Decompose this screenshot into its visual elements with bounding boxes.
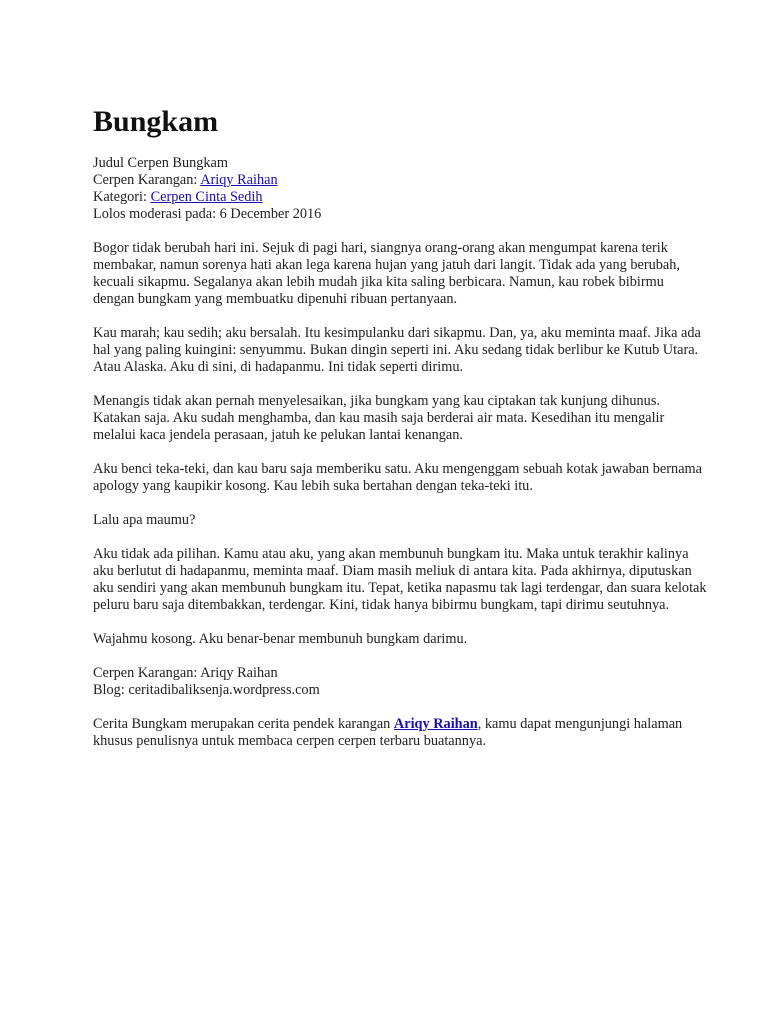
story-paragraph: Bogor tidak berubah hari ini. Sejuk di pagi hari, siangnya orang-orang akan mengumpat karena terik membakar, namun sorenya hati akan lega karena hujan yang jatuh dari langit. Tidak ada yang berubah, kecuali sikapmu. Segalanya akan lebih mudah jika kita saling berbicara. Namun, kau robek bibirmu dengan bungkam yang membuatku dipenuhi ribuan pertanyaan. [93,240,680,307]
story-paragraph: Wajahmu kosong. Aku benar-benar membunuh bungkam darimu. [93,631,468,647]
meta-kategori-label: Kategori: [93,189,151,205]
footer-note [93,716,708,750]
story-meta [93,155,708,223]
footer-author-link[interactable]: Ariqy Raihan [393,716,478,732]
author-link[interactable]: Ariqy Raihan [200,172,278,188]
story-paragraph: Kau marah; kau sedih; aku bersalah. Itu kesimpulanku dari sikapmu. Dan, ya, aku meminta maaf. Jika ada hal yang paling kuingini: senyummu. Bukan dingin seperti ini. Aku sedang tidak berlibur ke Kutub Utara. Atau Alaska. Aku di sini, di hadapanmu. Ini tidak seperti dirimu. [93,325,701,375]
footer-suffix: , kamu dapat mengunjungi halaman khusus penulisnya untuk membaca cerpen cerpen terbaru buatannya. [93,716,683,749]
meta-karangan [93,172,708,189]
signature-karangan: Cerpen Karangan: Ariqy Raihan [93,665,278,681]
meta-karangan-label: Cerpen Karangan: [93,172,201,188]
category-link[interactable]: Cerpen Cinta Sedih [150,189,263,205]
meta-lolos-moderasi: Lolos moderasi pada: 6 December 2016 [93,206,322,222]
meta-judul: Judul Cerpen Bungkam [93,155,229,171]
story-paragraph: Aku benci teka-teki, dan kau baru saja memberiku satu. Aku mengenggam sebuah kotak jawaban bernama apology yang kaupikir kosong. Kau lebih suka bertahan dengan teka-teki itu. [93,461,702,494]
author-signature [93,665,708,699]
meta-kategori [93,189,708,206]
story-paragraph: Menangis tidak akan pernah menyelesaikan, jika bungkam yang kau ciptakan tak kunjung dihunus. Katakan saja. Aku sudah menghamba, dan kau masih saja berderai air mata. Kesedihan itu mengalir melalui kaca jendela perasaan, jatuh ke pelukan lantai kenangan. [93,393,665,443]
story-paragraph: Lalu apa maumu? [93,512,196,528]
footer-prefix: Cerita Bungkam merupakan cerita pendek karangan [93,716,394,732]
story-paragraph: Aku tidak ada pilihan. Kamu atau aku, yang akan membunuh bungkam itu. Maka untuk terakhir kalinya aku berlutut di hadapanmu, meminta maaf. Diam masih meliuk di antara kita. Pada akhirnya, diputuskan aku sendiri yang akan membunuh bungkam itu. Tepat, ketika napasmu tak lagi terdengar, dan suara kelotak peluru baru saja ditembakkan, terdengar. Kini, tidak hanya bibirmu bungkam, tapi dirimu seutuhnya. [93,546,707,613]
page-title: Bungkam [93,105,219,138]
story-body [93,240,708,648]
signature-blog: Blog: ceritadibaliksenja.wordpress.com [93,682,320,698]
